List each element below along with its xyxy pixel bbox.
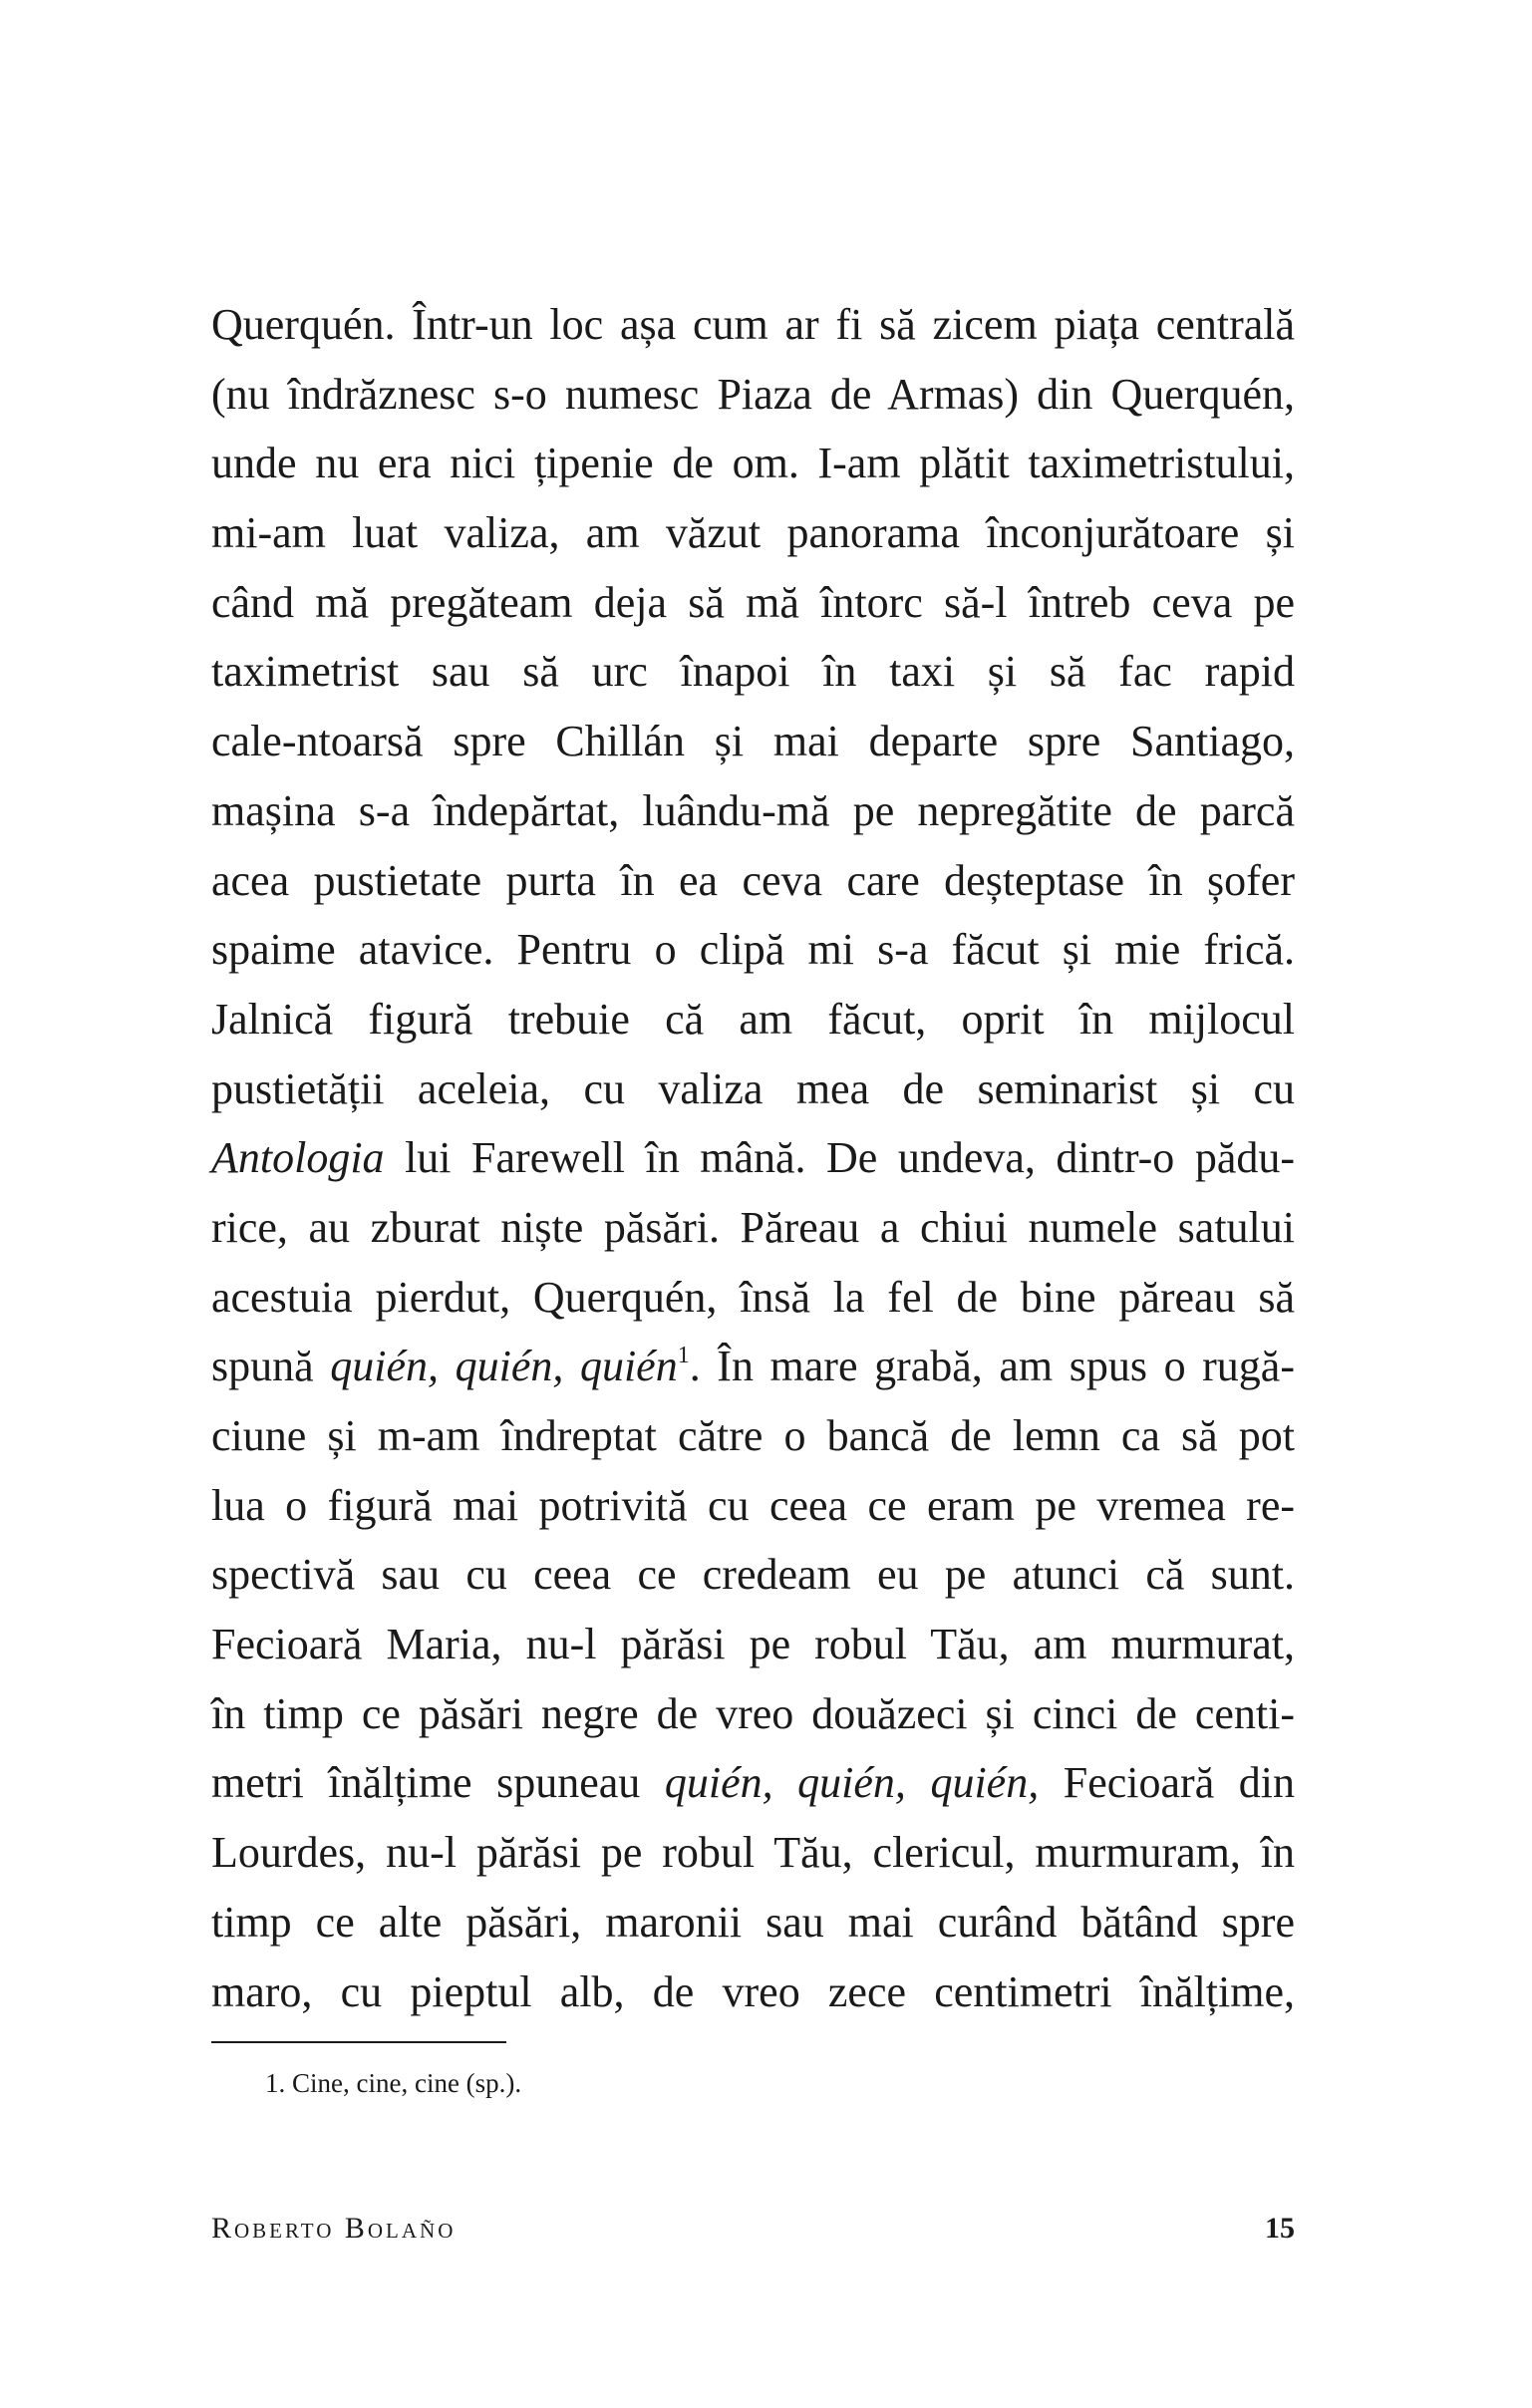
text-segment: spună [211,1342,331,1391]
body-text [211,290,1295,2026]
text-line [211,360,1295,430]
text-line [211,1471,1295,1541]
text-segment: unde nu era nici țipenie de om. I-am plătit taximetristului, [211,439,1295,488]
text-segment: rice, au zburat niște păsări. Păreau a chiui numele satului [211,1202,1295,1252]
text-segment: Fecioară Maria, nu-l părăsi pe robul Tău, am murmurat, [211,1620,1295,1669]
text-line [211,1193,1295,1263]
footnote-reference[interactable]: 1 [677,1343,690,1369]
text-line [211,637,1295,707]
footnote: 1. Cine, cine, cine (sp.). [265,2068,522,2098]
text-line [211,568,1295,638]
italic-text: quién, quién, quién [330,1342,678,1391]
text-line [211,1748,1295,1818]
text-line [211,290,1295,360]
text-segment: ciune și m-am îndreptat către o bancă de lemn ca să pot [211,1411,1295,1460]
text-line [211,1888,1295,1957]
text-line [211,707,1295,776]
text-segment: cale-ntoarsă spre Chillán și mai departe spre Santiago, [211,717,1295,766]
text-segment: lua o figură mai potrivită cu ceea ce eram pe vremea re- [211,1480,1295,1530]
text-segment: spaime atavice. Pentru o clipă mi s-a făcut și mie frică. [211,925,1295,975]
text-line [211,498,1295,568]
text-line [211,1610,1295,1679]
text-line [211,429,1295,498]
text-segment: Fecioară din [1039,1758,1295,1808]
text-segment: acea pustietate purta în ea ceva care deșteptase în șofer [211,855,1295,905]
text-segment: timp ce alte păsări, maronii sau mai curând bătând spre [211,1897,1295,1947]
text-segment: taximetrist sau să urc înapoi în taxi și să fac rapid [211,647,1295,697]
text-segment: lui Farewell în mână. De undeva, dintr-o pădu- [384,1133,1295,1183]
text-segment: în timp ce păsări negre de vreo douăzeci și cinci de centi- [211,1688,1295,1738]
text-line [211,1123,1295,1193]
text-segment: mașina s-a îndepărtat, luându-mă pe nepregătite de parcă [211,785,1295,835]
text-segment: acestuia pierdut, Querquén, însă la fel de bine păreau să [211,1272,1295,1322]
text-line [211,1957,1295,2027]
italic-text: quién, quién, quién, [664,1758,1040,1808]
text-segment: spectivă sau cu ceea ce credeam eu pe atunci că sunt. [211,1550,1295,1600]
text-line [211,1679,1295,1749]
text-line [211,1401,1295,1471]
text-line [211,846,1295,916]
text-segment: când mă pregăteam deja să mă întorc să-l întreb ceva pe [211,577,1295,627]
text-line [211,1818,1295,1888]
text-segment: Querquén. Într-un loc așa cum ar fi să zicem piața centrală [211,300,1295,349]
text-line [211,915,1295,985]
text-line [211,1540,1295,1610]
text-segment: maro, cu pieptul alb, de vreo zece centimetri înălțime, [211,1966,1295,2016]
footnote-divider [211,2041,506,2043]
text-segment: (nu îndrăznesc s-o numesc Piaza de Armas) din Querquén, [211,369,1295,419]
running-footer-author: Roberto Bolaño [211,2212,457,2245]
text-segment: mi-am luat valiza, am văzut panorama înconjurătoare și [211,508,1295,558]
text-line [211,776,1295,846]
text-line [211,1263,1295,1333]
text-segment: . În mare grabă, am spus o rugă- [689,1342,1295,1391]
text-segment: metri înălțime spuneau [211,1758,665,1808]
italic-text: Antologia [211,1133,385,1183]
text-segment: Jalnică figură trebuie că am făcut, oprit în mijlocul [211,994,1295,1044]
page-number: 15 [1265,2212,1295,2245]
text-segment: Lourdes, nu-l părăsi pe robul Tău, clericul, murmuram, în [211,1828,1295,1878]
text-line [211,985,1295,1054]
text-line [211,1332,1295,1401]
text-line [211,1054,1295,1124]
text-segment: pustietății aceleia, cu valiza mea de seminarist și cu [211,1063,1295,1113]
